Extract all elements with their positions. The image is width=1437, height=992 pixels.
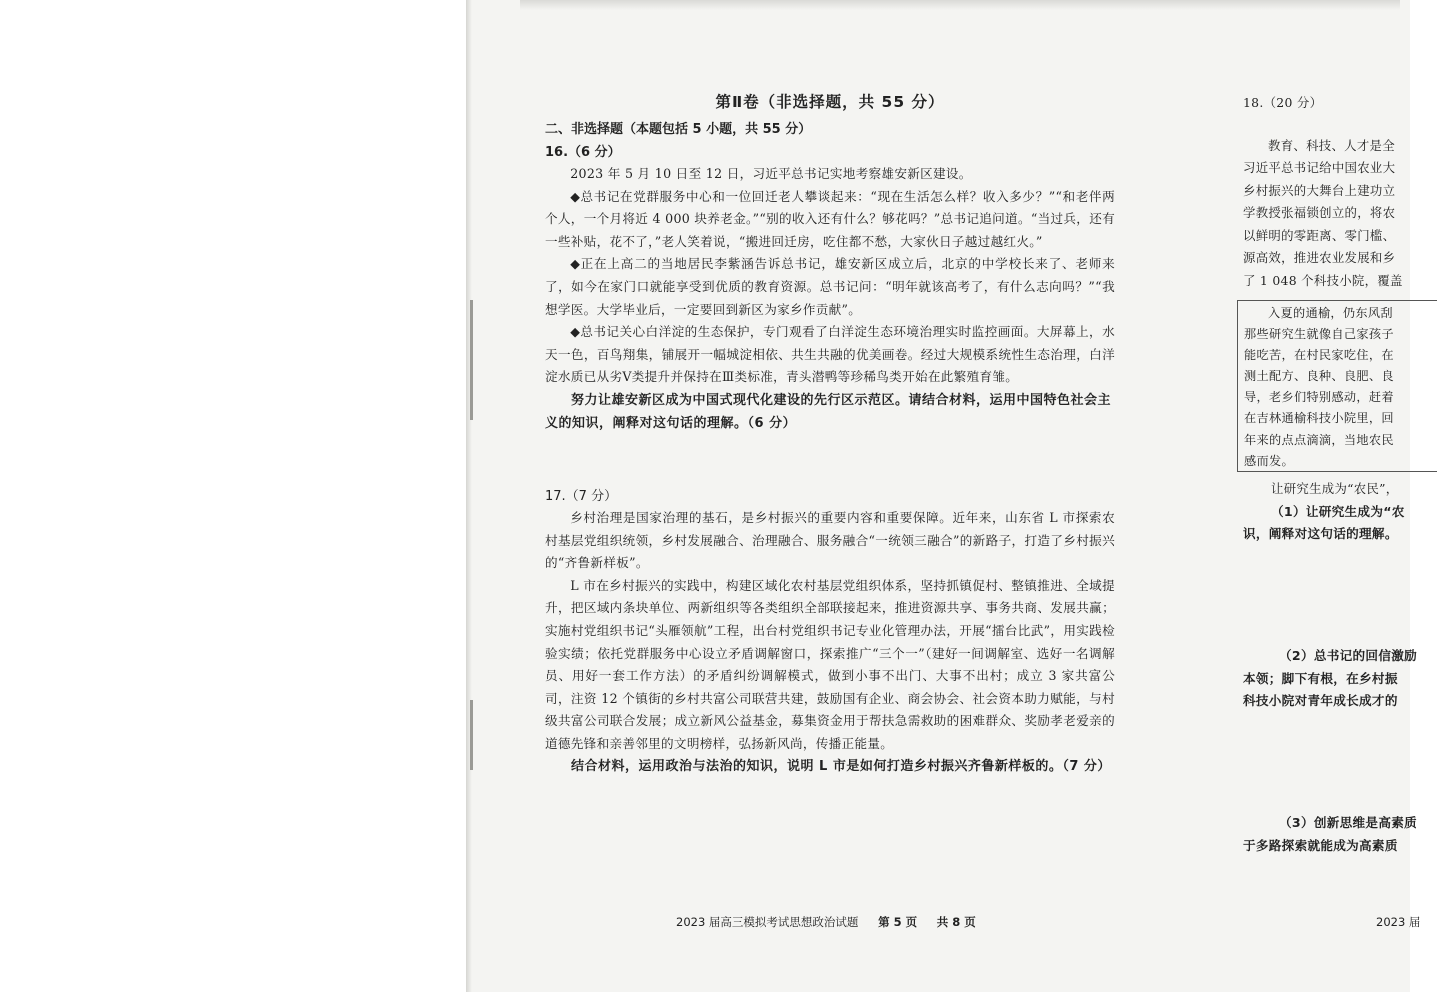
box-line: 导，老乡们特别感动，赶着 (1244, 390, 1394, 405)
box-line: 年来的点点滴滴，当地农民 (1244, 432, 1394, 447)
q18-sub2-line: （2）总书记的回信激励 (1279, 648, 1418, 663)
q18-intro-line: 以鲜明的零距离、零门槛、 (1243, 227, 1396, 243)
question-17-number: 17.（7 分） (545, 488, 618, 504)
material-box (1237, 300, 1437, 472)
q17-paragraph: L 市在乡村振兴的实践中，构建区域化农村基层党组织体系，坚持抓镇促村、整镇推进、全域提升，把区域内条块单位、两新组织等各类组织全部联接起来，推进资源共享、事务共商、发展共赢；实施村党组织书记“头雁领航”工程，出台村党组织书记专业化管理办法，开展“擂台比武”，用实践检验实绩；依托党群服务中心设立矛盾调解窗口，探索推广“三个一”（建好一间调解室、选好一名调解员、用好一套工作方法）的矛盾纠纷调解模式，做到小事不出门、大事不出村；成立 3 家共富公司，注资 12 个镇街的乡村共富公司联营共建，鼓励国有企业、商会协会、社会资本助力赋能，与村级共富公司联合发展；成立新风公益基金，募集资金用于帮扶急需救助的困难群众、奖励孝老爱亲的道德先锋和亲善邻里的文明榜样，弘扬新风尚，传播正能量。 (545, 577, 1115, 751)
q18-intro-line: 了 1 048 个科技小院，覆盖 (1243, 272, 1403, 288)
q18-intro-line: 习近平总书记给中国农业大 (1243, 160, 1396, 175)
q16-paragraph: ◆总书记关心白洋淀的生态保护，专门观看了白洋淀生态环境治理实时监控画面。大屏幕上，水天一色，百鸟翔集，铺展开一幅城淀相依、共生共融的优美画卷。经过大规模系统性生态治理，白洋淀水质已从劣Ⅴ类提升并保持在Ⅲ类标准，青头潜鸭等珍稀鸟类开始在此繁殖育雏。 (545, 324, 1115, 385)
box-line: 那些研究生就像自己家孩子 (1244, 327, 1394, 342)
box-line: 感而发。 (1244, 453, 1294, 468)
box-line: 能吃苦，在村民家吃住，在 (1244, 348, 1394, 363)
q18-sub3-line: 于多路探索就能成为高素质 (1243, 837, 1398, 853)
q18-sub2-line: 科技小院对青年成长成才的 (1243, 693, 1398, 708)
q16-paragraph: 2023 年 5 月 10 日至 12 日，习近平总书记实地考察雄安新区建设。 (570, 166, 972, 181)
q16-paragraph: ◆总书记在党群服务中心和一位回迁老人攀谈起来：“现在生活怎么样？收入多少？”“和老伴两个人，一个月将近 4 000 块养老金。”“别的收入还有什么？够花吗？”总书记追问道。“当过兵，还有一些补贴，花不了，”老人笑着说，“搬进回迁房，吃住都不愁，大家伙日子越过越红火。” (545, 188, 1115, 249)
box-line: 入夏的通榆，仍东风刮 (1268, 306, 1393, 320)
footer-page: 第 5 页 (878, 915, 918, 929)
q18-intro-line: 乡村振兴的大舞台上建功立 (1243, 182, 1396, 198)
q18-intro-line: 源高效，推进农业发展和乡 (1243, 250, 1396, 265)
box-line: 测土配方、良种、良肥、良 (1244, 369, 1394, 384)
scan-mark (470, 300, 473, 420)
q18-sub1-line: （1）让研究生成为“农 (1271, 503, 1405, 519)
sheet-edge-shadow (466, 0, 472, 992)
scan-mark (470, 700, 473, 770)
footer-total: 共 8 页 (936, 915, 976, 929)
q18-sub1-line: 识，阐释对这句话的理解。 (1243, 526, 1398, 541)
q16-task: 努力让雄安新区成为中国式现代化建设的先行区示范区。请结合材料，运用中国特色社会主义的知识，阐释对这句话的理解。（6 分） (545, 392, 1112, 431)
q16-paragraph: ◆正在上高二的当地居民李紫涵告诉总书记，雄安新区成立后，北京的中学校长来了、老师来了，如今在家门口就能享受到优质的教育资源。总书记问：“明年就该高考了，有什么志向吗？”“我想学医。大学毕业后，一定要回到新区为家乡作贡献”。 (545, 256, 1115, 317)
q18-sub2-line: 本领；脚下有根，在乡村振 (1243, 670, 1398, 686)
box-line: 在吉林通榆科技小院里，回 (1244, 411, 1394, 426)
page-6-footer: 2023 届 (1376, 915, 1421, 929)
footer-title: 2023 届高三模拟考试思想政治试题 (676, 915, 859, 929)
q18-sub2 (1243, 645, 1418, 713)
section-title: 第Ⅱ卷（非选择题，共 55 分） (715, 93, 945, 111)
q17-task: 结合材料，运用政治与法治的知识，说明 L 市是如何打造乡村振兴齐鲁新样板的。（7 分） (571, 759, 1111, 775)
answer-space (545, 435, 1115, 485)
q18-sub3 (1243, 812, 1418, 857)
page-footer (676, 914, 992, 930)
scan-top-smudge (520, 0, 1400, 10)
q17-paragraph: 乡村治理是国家治理的基石，是乡村振兴的重要内容和重要保障。近年来，山东省 L 市探索农村基层党组织统领，乡村发展融合、治理融合、服务融合“一统领三融合”的新路子，打造了乡村振兴的“齐鲁新样板”。 (545, 509, 1115, 571)
question-18-number: 18.（20 分） (1243, 95, 1323, 110)
after-box-line: 让研究生成为“农民”， (1271, 481, 1399, 496)
question-16-number: 16.（6 分） (545, 145, 621, 160)
part-title: 二、非选择题（本题包括 5 小题，共 55 分） (545, 122, 812, 137)
after-box-text (1243, 478, 1410, 546)
q18-intro-line: 教育、科技、人才是全 (1268, 137, 1395, 153)
q18-sub3-line: （3）创新思维是高素质 (1279, 815, 1418, 830)
q18-intro-line: 学教授张福锁创立的，将农 (1243, 205, 1396, 220)
page-5-content (545, 90, 1115, 778)
